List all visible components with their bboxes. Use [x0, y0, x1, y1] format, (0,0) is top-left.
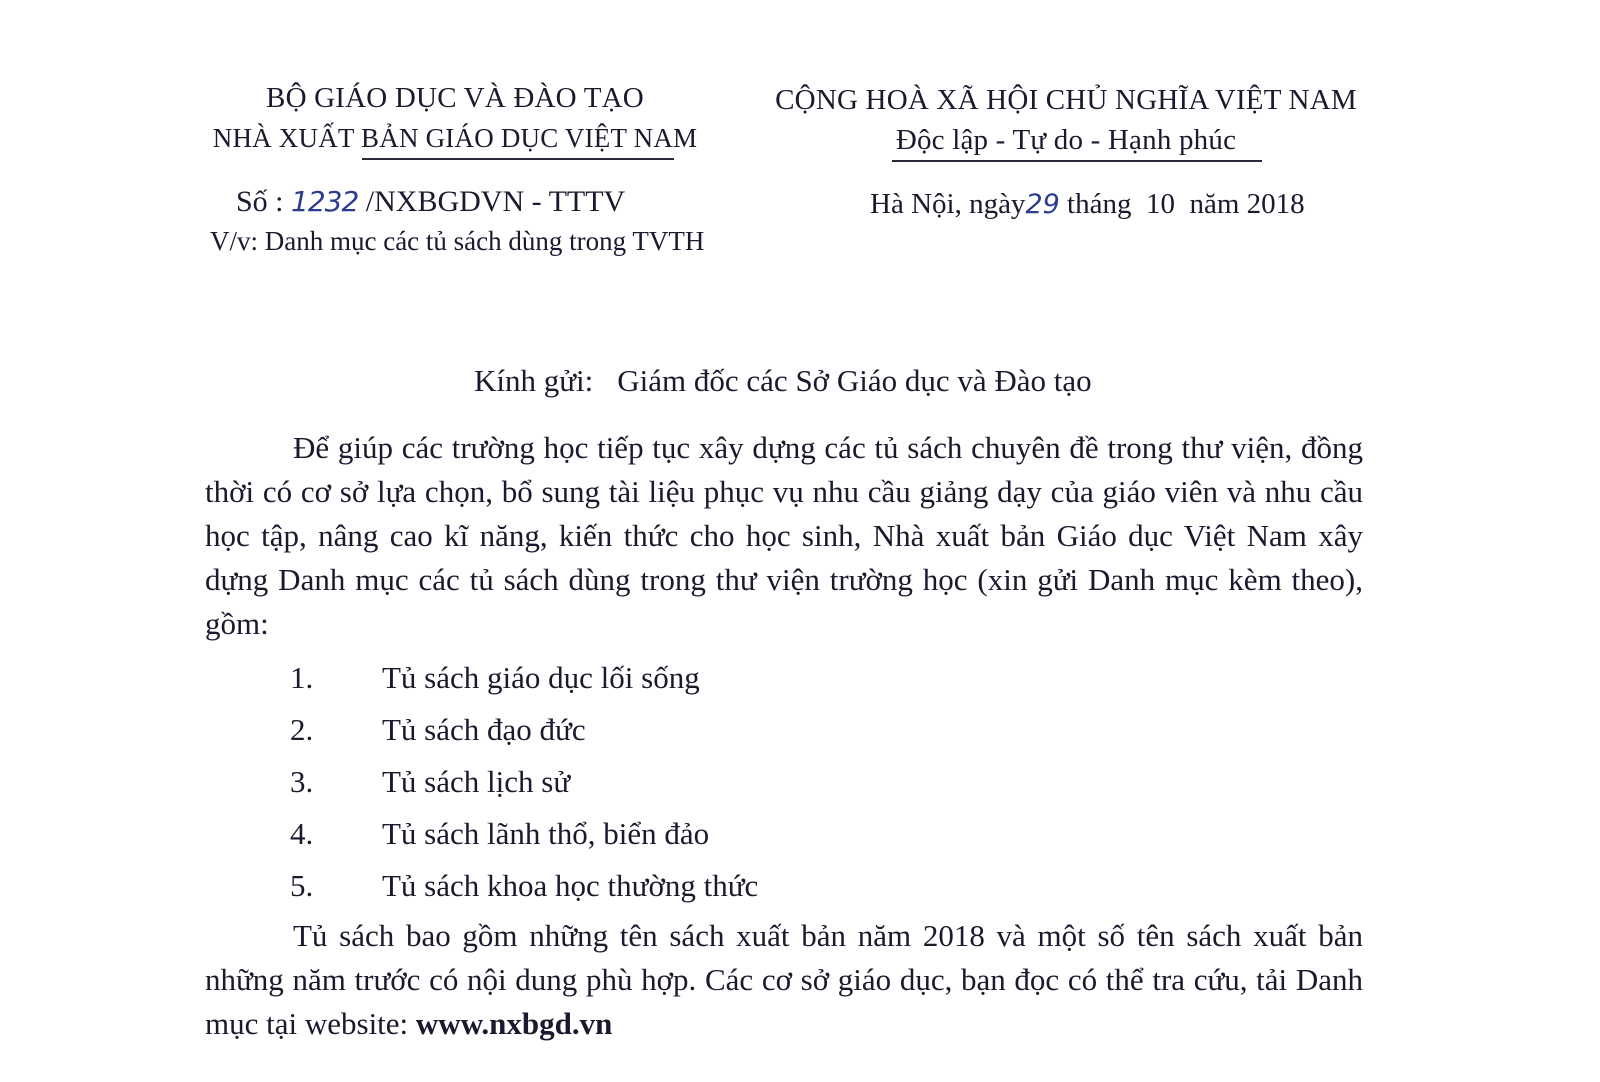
country-name: CỘNG HOÀ XÃ HỘI CHỦ NGHĨA VIỆT NAM	[775, 84, 1357, 116]
list-item	[290, 808, 758, 860]
recipient-line	[474, 363, 1092, 399]
list-item-number: 3.	[290, 764, 314, 799]
body-paragraph-1: Để giúp các trường học tiếp tục xây dựng các tủ sách chuyên đề trong thư viện, đồng thời có cơ sở lựa chọn, bổ sung tài liệu phục vụ nhu cầu giảng dạy của giáo viên và nhu cầu học tập, nâng cao kĩ năng, kiến thức cho học sinh, Nhà xuất bản Giáo dục Việt Nam xây dựng Danh mục các tủ sách dùng trong thư viện trường học (xin gửi Danh mục kèm theo), gồm:	[205, 430, 1363, 641]
national-motto: Độc lập - Tự do - Hạnh phúc	[895, 124, 1237, 156]
motto-underline	[892, 160, 1262, 162]
publisher-name: NHÀ XUẤT BẢN GIÁO DỤC VIỆT NAM	[212, 123, 698, 153]
list-item	[290, 860, 758, 912]
date-prefix: Hà Nội, ngày	[870, 188, 1026, 220]
list-item	[290, 756, 758, 808]
document-number-handwritten: 1232	[291, 185, 359, 218]
list-item-number: 1.	[290, 660, 314, 695]
national-header	[760, 80, 1372, 162]
list-item-number: 5.	[290, 868, 314, 903]
list-item-text: Tủ sách lịch sử	[382, 764, 571, 799]
list-item-text: Tủ sách khoa học thường thức	[382, 868, 759, 903]
list-item-text: Tủ sách lãnh thổ, biển đảo	[382, 816, 710, 851]
list-item-number: 2.	[290, 712, 314, 747]
list-item-text: Tủ sách giáo dục lối sống	[382, 660, 700, 695]
body-paragraph-2	[205, 914, 1363, 1046]
list-item	[290, 704, 758, 756]
list-item-text: Tủ sách đạo đức	[382, 712, 586, 747]
date-rest: tháng 10 năm 2018	[1059, 188, 1305, 220]
body-paragraph-2-text: Tủ sách bao gồm những tên sách xuất bản năm 2018 và một số tên sách xuất bản những năm trước có nội dung phù hợp. Các cơ sở giáo dục, bạn đọc có thể tra cứu, tải Danh mục tại website:	[205, 918, 1363, 1041]
recipient-label: Kính gửi:	[474, 363, 594, 398]
document-date	[870, 188, 1305, 221]
recipient-name: Giám đốc các Sở Giáo dục và Đào tạo	[617, 363, 1092, 398]
website-link[interactable]: www.nxbgd.vn	[415, 1006, 613, 1041]
document-number-label: Số :	[236, 185, 284, 218]
bookshelf-list	[290, 652, 758, 912]
date-day-handwritten: 29	[1025, 189, 1060, 220]
ministry-name: BỘ GIÁO DỤC VÀ ĐÀO TẠO	[266, 82, 644, 114]
document-number	[236, 185, 625, 219]
document-number-suffix: /NXBGDVN - TTTV	[365, 185, 626, 218]
issuer-header	[200, 78, 710, 160]
document-subject: V/v: Danh mục các tủ sách dùng trong TVTH	[210, 226, 705, 256]
issuer-underline	[362, 158, 674, 160]
list-item	[290, 652, 758, 704]
list-item-number: 4.	[290, 816, 314, 851]
